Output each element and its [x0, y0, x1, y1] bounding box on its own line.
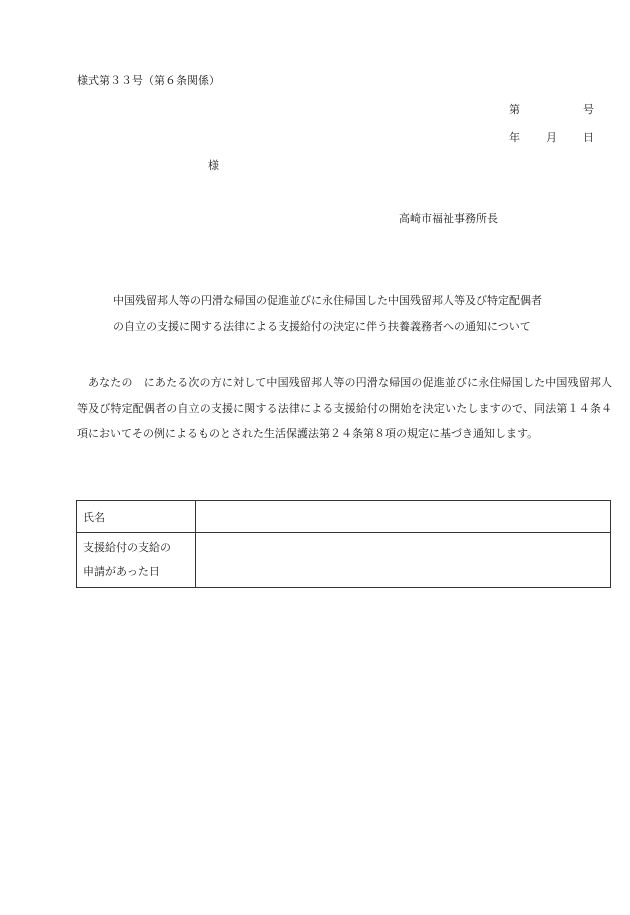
date-year: 年	[509, 131, 520, 144]
notice-body-text: あなたの にあたる次の方に対して中国残留邦人等の円滑な帰国の促進並びに永住帰国した中国残留邦人等及び特定配偶者の自立の支援に関する法律による支援給付の開始を決定いたしますので、同法第１４条４項においてその例によるものとされた生活保護法第２４条第８項の規定に基づき通知します。	[77, 376, 612, 440]
document-title-line-1: 中国残留邦人等の円滑な帰国の促進並びに永住帰国した中国残留邦人等及び特定配偶者	[113, 294, 542, 307]
recipient-info-table	[76, 500, 611, 588]
name-value	[196, 501, 611, 533]
document-title-line-2: の自立の支援に関する法律による支援給付の決定に伴う扶養義務者への通知について	[113, 320, 531, 333]
table-row-application-date	[77, 533, 611, 588]
application-date-value	[196, 533, 611, 588]
document-number-suffix: 号	[583, 103, 594, 116]
recipient-suffix: 様	[208, 159, 219, 172]
table-row-name	[77, 501, 611, 533]
application-date-label-line-2: 申請があった日	[83, 565, 160, 578]
document-number-prefix: 第	[509, 103, 520, 116]
application-date-label-line-1: 支援給付の支給の	[83, 541, 171, 554]
sender-name: 高崎市福祉事務所長	[399, 212, 498, 225]
date-month: 月	[546, 131, 557, 144]
form-number: 様式第３３号（第６条関係）	[77, 74, 220, 87]
name-label: 氏名	[77, 501, 196, 533]
date-day: 日	[583, 131, 594, 144]
application-date-label	[77, 533, 196, 588]
